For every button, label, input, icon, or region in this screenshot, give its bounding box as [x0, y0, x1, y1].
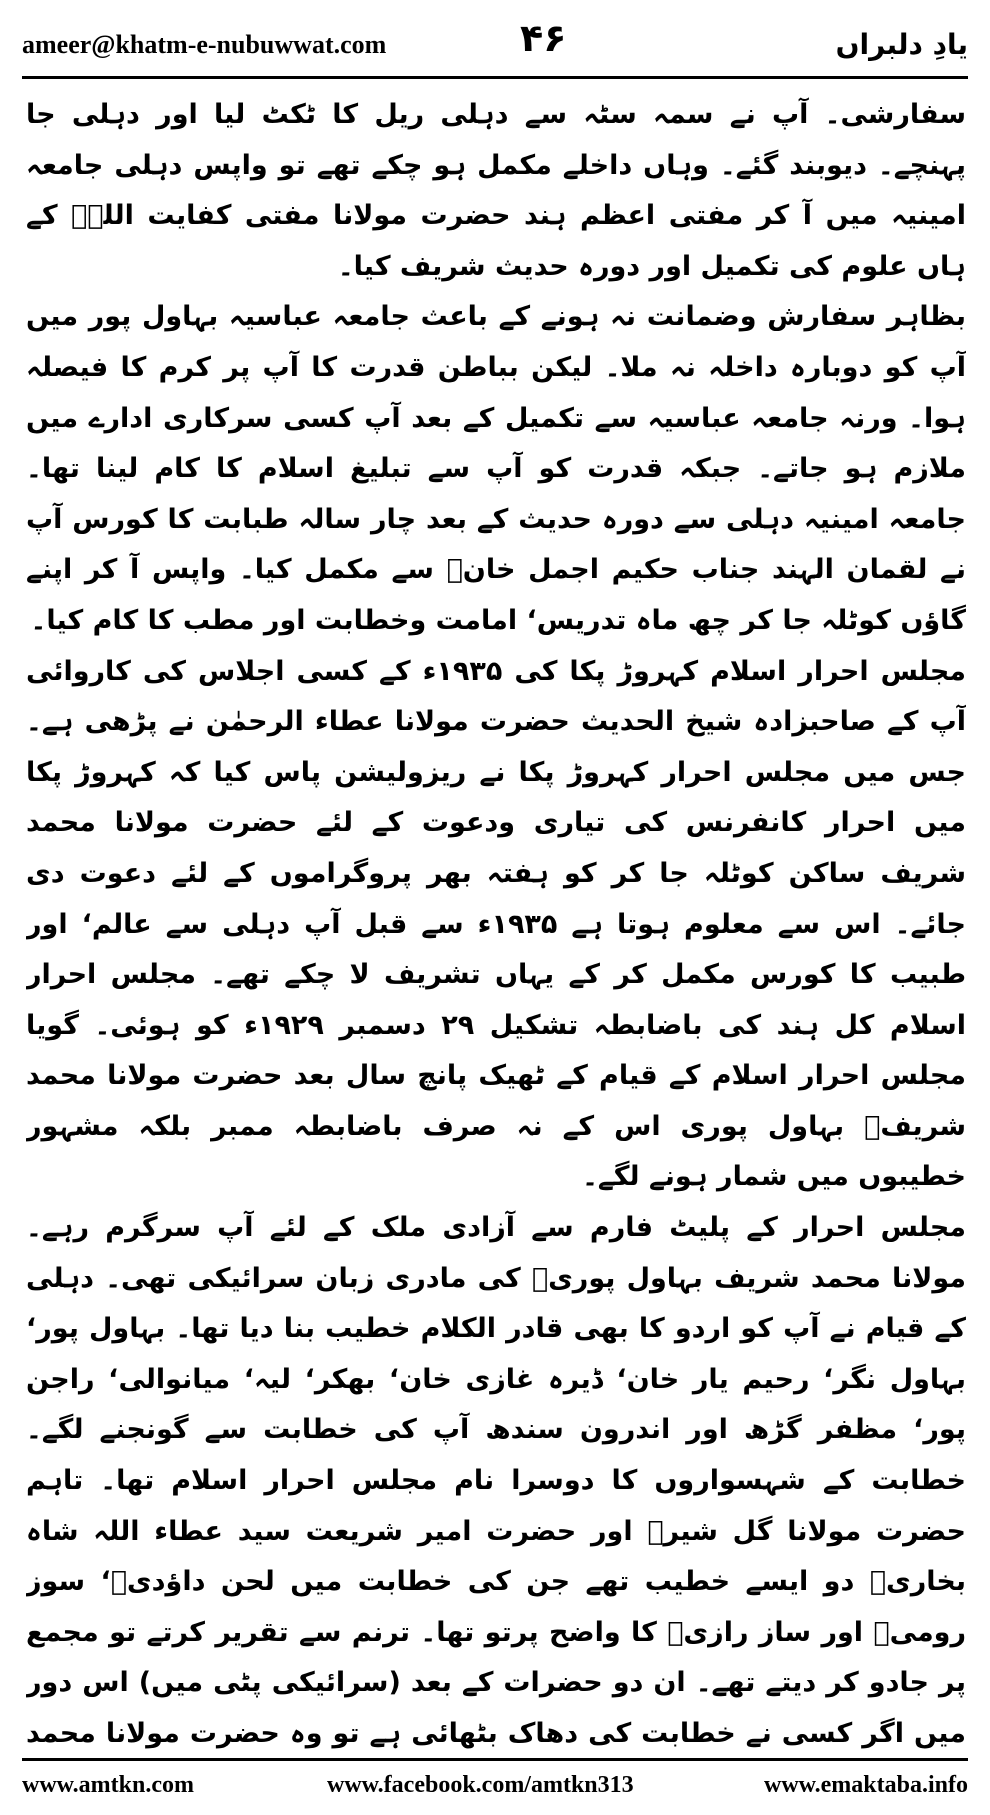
page-number: ۴۶: [520, 16, 567, 60]
paragraph-3: مجلس احرار اسلام کہروڑ پکا کی ۱۹۳۵ء کے کسی اجلاس کی کاروائی آپ کے صاحبزادہ شیخ الحدیث حضرت مولانا عطاء الرحمٰن نے پڑھی ہے۔ جس میں مجلس احرار کہروڑ پکا نے ریزولیشن پاس کیا کہ کہروڑ پکا میں احرار کانفرنس کی تیاری ودعوت کے لئے حضرت مولانا محمد شریف ساکن کوٹلہ جا کر کو ہفتہ بھر پروگراموں کے لئے دعوت دی جائے۔ اس سے معلوم ہوتا ہے ۱۹۳۵ء سے قبل آپ دہلی سے عالم‘ اور طبیب کا کورس مکمل کر کے یہاں تشریف لا چکے تھے۔ مجلس احرار اسلام کل ہند کی باضابطہ تشکیل ۲۹ دسمبر ۱۹۲۹ء کو ہوئی۔ گویا مجلس احرار اسلام کے قیام کے ٹھیک پانچ سال بعد حضرت مولانا محمد شریفؒ بہاول پوری اس کے نہ صرف باضابطہ ممبر بلکہ مشہور خطیبوں میں شمار ہونے لگے۔: [26, 655, 966, 1193]
page-header: [22, 14, 968, 72]
page-footer: [22, 1770, 968, 1804]
footer-divider: [22, 1758, 968, 1761]
paragraph-4: مجلس احرار کے پلیٹ فارم سے آزادی ملک کے لئے آپ سرگرم رہے۔ مولانا محمد شریف بہاول پوریؒ کی مادری زبان سرائیکی تھی۔ دہلی کے قیام نے آپ کو اردو کا بھی قادر الکلام خطیب بنا دیا تھا۔ بہاول پور‘ بہاول نگر‘ رحیم یار خان‘ ڈیرہ غازی خان‘ بھکر‘ لیہ‘ میانوالی‘ راجن پور‘ مظفر گڑھ اور اندرون سندھ آپ کی خطابت سے گونجنے لگے۔ خطابت کے شہسواروں کا دوسرا نام مجلس احرار اسلام تھا۔ تاہم حضرت مولانا گل شیرؒ اور حضرت امیر شریعت سید عطاء اللہ شاہ بخاریؒ دو ایسے خطیب تھے جن کی خطابت میں لحن داؤدیؑ‘ سوز رومیؒ اور ساز رازیؒ کا واضح پرتو تھا۔ ترنم سے تقریر کرتے تو مجمع پر جادو کر دیتے تھے۔ ان دو حضرات کے بعد (سرائیکی پٹی میں) اس دور میں اگر کسی نے خطابت کی دھاک بٹھائی ہے تو وہ حضرت مولانا محمد: [26, 1212, 966, 1749]
paragraph-2: بظاہر سفارش وضمانت نہ ہونے کے باعث جامعہ عباسیہ بہاول پور میں آپ کو دوبارہ داخلہ نہ ملا۔ لیکن بباطن قدرت کا آپ پر کرم کا فیصلہ ہوا۔ ورنہ جامعہ عباسیہ سے تکمیل کے بعد آپ کسی سرکاری ادارے میں ملازم ہو جاتے۔ جبکہ قدرت کو آپ سے تبلیغ اسلام کا کام لینا تھا۔ جامعہ امینیہ دہلی سے دورہ حدیث کے بعد چار سالہ طبابت کا کورس آپ نے لقمان الہند جناب حکیم اجمل خانؒ سے مکمل کیا۔ واپس آ کر اپنے گاؤں کوٹلہ جا کر چھ ماہ تدریس‘ امامت وخطابت اور مطب کا کام کیا۔: [26, 301, 966, 636]
paragraph-1: سفارشی۔ آپ نے سمہ سٹہ سے دہلی ریل کا ٹکٹ لیا اور دہلی جا پہنچے۔ دیوبند گئے۔ وہاں داخلے مکمل ہو چکے تھے تو واپس دہلی جامعہ امینیہ میں آ کر مفتی اعظم ہند حضرت مولانا مفتی کفایت اللہؒ کے ہاں علوم کی تکمیل اور دورہ حدیث شریف کیا۔: [26, 99, 966, 282]
footer-website-right[interactable]: www.emaktaba.info: [763, 1772, 968, 1798]
page-body: [26, 90, 966, 1750]
header-divider: [22, 76, 968, 79]
book-title: یادِ دلبراں: [835, 28, 968, 61]
header-email: ameer@khatm-e-nubuwwat.com: [22, 30, 387, 59]
footer-website-left[interactable]: www.amtkn.com: [22, 1772, 194, 1798]
footer-facebook-link[interactable]: www.facebook.com/amtkn313: [327, 1772, 634, 1798]
